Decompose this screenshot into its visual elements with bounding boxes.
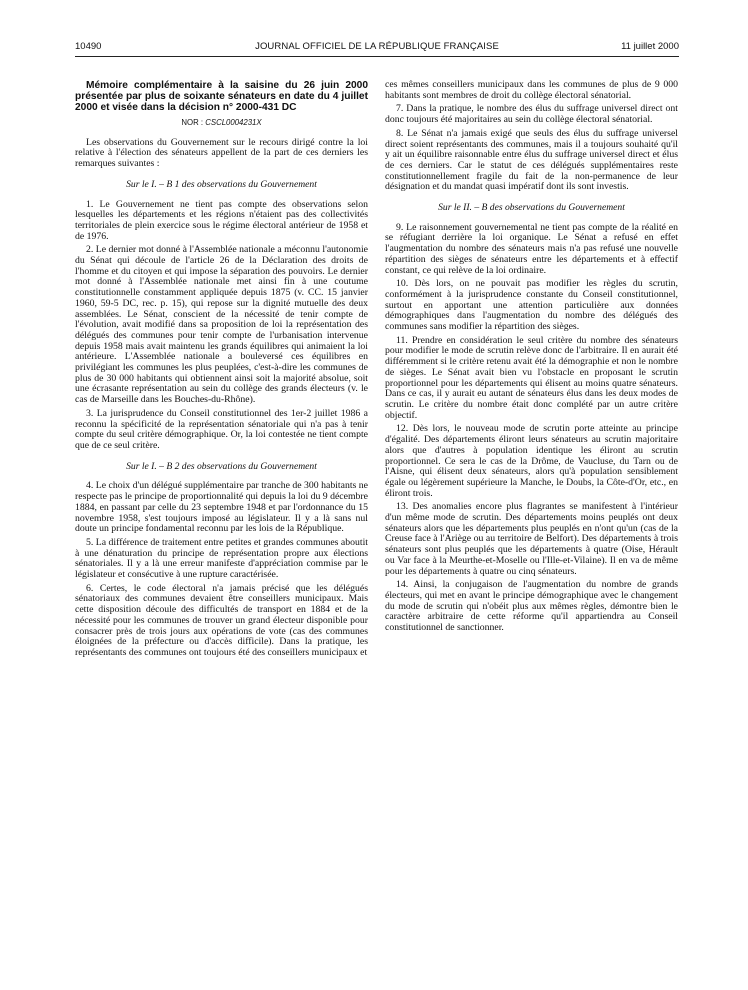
header-rule	[75, 56, 679, 57]
section-heading: Sur le I. – B 2 des observations du Gouvernement	[126, 460, 317, 472]
paragraph-8: 8. Le Sénat n'a jamais exigé que seuls des élus du suffrage universel direct soient représentants des communes, mais il a toujours souhaité qu'il y ait un équilibre raisonnable entre élus du suffrage universel direct et élus de ces derniers. Car le statut de ces délégués supplémentaires reste constitutionnellement fragile du fait de la non-permanence de leur désignation et du mandat quasi impératif dont ils sont investis.	[385, 127, 678, 193]
paragraph-1: 1. Le Gouvernement ne tient pas compte des observations selon lesquelles les départements et les régions n'étaient pas des collectivités territoriales de plein exercice sous le régime électoral antérieur de 1958 et de 1976.	[75, 198, 368, 242]
paragraph-12: 12. Dès lors, le nouveau mode de scrutin porte atteinte au principe d'égalité. Des départements éliront leurs sénateurs au scrutin majoritaire alors que d'autres à population identique les éliront au scrutin proportionnel. Ce sera le cas de la Drôme, de Vaucluse, du Tarn ou de l'Aisne, qui élisent deux sénateurs, alors qu'à population sensiblement égale ou légèrement supérieure la Manche, le Doubs, la Côte-d'Or, etc., en éliront trois.	[385, 423, 678, 499]
paragraph-4: 4. Le choix d'un délégué supplémentaire par tranche de 300 habitants ne respecte pas le principe de proportionnalité qui depuis la loi du 9 décembre 1884, en passant par celle du 23 septembre 1948 et par l'ordonnance du 15 novembre 1958, s'est toujours imposé au législateur. Il y a là sans nul doute un principe fondamental reconnu par les lois de la République.	[75, 480, 368, 535]
paragraph-13: 13. Des anomalies encore plus flagrantes se manifestent à l'intérieur d'un même mode de scrutin. Des départements moins peuplés ont deux sénateurs alors que les départements plus peuplés en n'ont qu'un (cas de la Creuse face à l'Ariège ou au territoire de Belfort). Des départements à trois sénateurs sont plus peuplés que les départements à quatre (Oise, Hérault ou Var face à la Meurthe-et-Moselle ou l'Ille-et-Vilaine). Il en va de même pour les départements à quatre ou cinq sénateurs.	[385, 501, 678, 577]
paragraph-11: 11. Prendre en considération le seul critère du nombre des sénateurs pour modifier le mode de scrutin relève donc de l'arbitraire. Il en aurait été différemment si le critère retenu avait été la démographie et non le nombre de sièges. Le Sénat avait bien vu l'obstacle en proposant le scrutin proportionnel pour les départements qui élisent au moins quatre sénateurs. Dans ce cas, il y aurait eu autant de sénateurs élus dans les deux modes de scrutin. Le critère du nombre était donc complété par un autre critère objectif.	[385, 334, 678, 421]
journal-title: JOURNAL OFFICIEL DE LA RÉPUBLIQUE FRANÇAISE	[255, 41, 499, 52]
page-header	[75, 41, 679, 55]
paragraph-6: 6. Certes, le code électoral n'a jamais précisé que les délégués sénatoriaux des communes devaient être conseillers municipaux. Mais cette disposition découle des difficultés de transport en 1884 et de la nécessité pour les communes de trouver un grand électeur disponible pour consacrer près de trois jours aux opérations de vote (cas des communes éloignées de la préfecture ou d'accès difficile). Dans la pratique, les représentants des communes ont toujours été des conseillers municipaux et	[75, 582, 368, 658]
paragraph-14: 14. Ainsi, la conjugaison de l'augmentation du nombre de grands électeurs, qui met en avant le principe démographique avec le changement du mode de scrutin qui n'obéit plus aux mêmes règles, démontre bien le caractère arbitraire de cette réforme qu'il appartiendra au Conseil constitutionnel de sanctionner.	[385, 579, 678, 634]
paragraph-3: 3. La jurisprudence du Conseil constitutionnel des 1er-2 juillet 1986 a reconnu la spécificité de la représentation sénatoriale qui n'a pas à tenir compte du seul critère démographique. Or, la loi contestée ne tient compte que de ce seul critère.	[75, 407, 368, 451]
right-column	[385, 80, 678, 637]
paragraph-5: 5. La différence de traitement entre petites et grandes communes aboutit à une dénaturation du principe de représentation propre aux élections sénatoriales. Il y a là une erreur manifeste d'appréciation commise par le législateur et consécutive à une rupture caractérisée.	[75, 536, 368, 581]
paragraph-7: 7. Dans la pratique, le nombre des élus du suffrage universel direct ont donc toujours été majoritaires au sein du collège électoral sénatorial.	[385, 103, 678, 126]
document-title: Mémoire complémentaire à la saisine du 26 juin 2000 présentée par plus de soixante sénateurs en date du 4 juillet 2000 et visée dans la décision n° 2000-431 DC	[75, 80, 368, 113]
nor-reference	[75, 118, 368, 129]
intro-paragraph: Les observations du Gouvernement sur le recours dirigé contre la loi relative à l'élection des sénateurs appellent de la part de ces derniers les remarques suivantes :	[75, 136, 368, 170]
section-heading: Sur le II. – B des observations du Gouvernement	[438, 202, 625, 214]
paragraph-9: 9. Le raisonnement gouvernemental ne tient pas compte de la réalité en se réfugiant derrière la loi organique. Le Sénat a refusé en effet l'augmentation du nombre des sénateurs mais n'a pas refusé une nouvelle répartition des sièges de sénateurs entre les départements et à effectif constant, ce qui relève de la loi ordinaire.	[385, 221, 678, 276]
left-column	[75, 80, 368, 662]
paragraph-6-continued: ces mêmes conseillers municipaux dans les communes de plus de 9 000 habitants sont membres de droit du collège électoral sénatorial.	[385, 79, 678, 101]
page-number: 10490	[75, 41, 102, 52]
nor-value: CSCL0004231X	[205, 118, 262, 127]
paragraph-10: 10. Dès lors, on ne pouvait pas modifier les règles du scrutin, conformément à la jurisprudence constante du Conseil constitutionnel, surtout en apportant une attention particulière aux données démographiques dans l'augmentation du nombre des délégués des communes sans modifier la répartition des sièges.	[385, 278, 678, 333]
section-heading: Sur le I. – B 1 des observations du Gouvernement	[126, 178, 317, 190]
paragraph-2: 2. Le dernier mot donné à l'Assemblée nationale a méconnu l'autonomie du Sénat qui découle de l'article 26 de la Déclaration des droits de l'homme et du citoyen et qui impose la séparation des pouvoirs. Le dernier mot donné à l'Assemblée nationale met ainsi fin à une coutume constitutionnelle constamment appliquée depuis 1875 (v. CC. 15 janvier 1960, 59-5 DC, rec. p. 15), qui repose sur la dignité mutuelle des deux assemblées. Le Sénat, conscient de la nécessité de tenir compte de l'évolution, avait modifié dans sa proposition de loi la représentation des délégués des communes pour tenir compte de l'urbanisation intervenue depuis 1958 mais avait maintenu les grands équilibres qui animaient la loi antérieure. L'Assemblée nationale a bouleversé ces équilibres en privilégiant les communes les plus peuplées, c'est-à-dire les communes de plus de 30 000 habitants qui obtiennent ainsi soit la majorité absolue, soit une écrasante représentation au sein du collège des grands électeurs (v. le cas de Marseille dans les Bouches-du-Rhône).	[75, 244, 368, 406]
issue-date: 11 juillet 2000	[621, 41, 679, 52]
nor-label: NOR :	[181, 118, 204, 127]
